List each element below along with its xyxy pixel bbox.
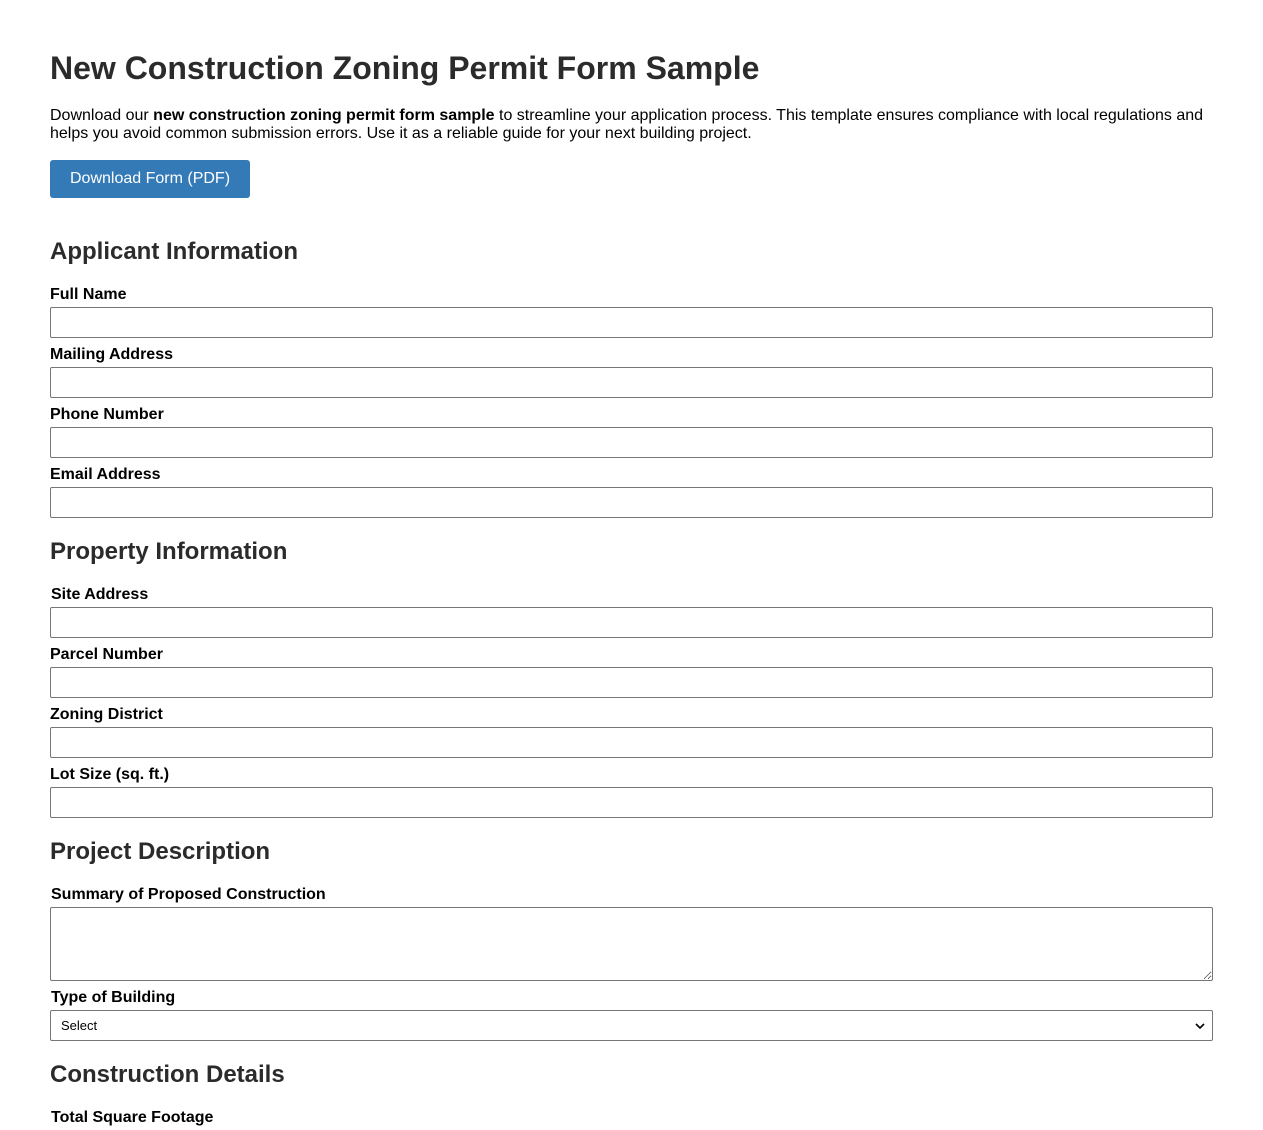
download-form-button[interactable]: Download Form (PDF) — [50, 160, 250, 198]
construction-summary-textarea[interactable] — [50, 907, 1213, 981]
full-name-label: Full Name — [50, 286, 127, 303]
intro-paragraph — [50, 107, 1215, 143]
chevron-down-icon — [1195, 1021, 1205, 1031]
zoning-district-label: Zoning District — [50, 706, 163, 723]
lot-size-input[interactable] — [50, 787, 1213, 818]
email-address-label: Email Address — [50, 466, 161, 483]
parcel-number-label: Parcel Number — [50, 646, 163, 663]
building-type-selected-value: Select — [61, 1018, 98, 1033]
total-square-footage-label: Total Square Footage — [51, 1109, 214, 1126]
intro-text-bold: new construction zoning permit form sample — [153, 107, 495, 124]
mailing-address-input[interactable] — [50, 367, 1213, 398]
property-section-heading: Property Information — [50, 538, 288, 565]
zoning-district-input[interactable] — [50, 727, 1213, 758]
phone-number-label: Phone Number — [50, 406, 164, 423]
mailing-address-label: Mailing Address — [50, 346, 173, 363]
page-title: New Construction Zoning Permit Form Sample — [50, 50, 760, 86]
building-type-label: Type of Building — [51, 989, 176, 1006]
site-address-input[interactable] — [50, 607, 1213, 638]
full-name-input[interactable] — [50, 307, 1213, 338]
lot-size-label: Lot Size (sq. ft.) — [50, 766, 170, 783]
intro-text-after: to streamline your application process. This template ensures compliance with local regulations and helps you avoid common submission errors. Use it as a reliable guide for your next building project. — [50, 107, 1204, 142]
project-section-heading: Project Description — [50, 838, 271, 865]
building-type-select[interactable] — [50, 1010, 1213, 1041]
parcel-number-input[interactable] — [50, 667, 1213, 698]
construction-section-heading: Construction Details — [50, 1061, 285, 1088]
site-address-label: Site Address — [51, 586, 149, 603]
email-address-input[interactable] — [50, 487, 1213, 518]
phone-number-input[interactable] — [50, 427, 1213, 458]
intro-text-before: Download our — [50, 107, 154, 124]
construction-summary-label: Summary of Proposed Construction — [51, 886, 326, 903]
applicant-section-heading: Applicant Information — [50, 238, 298, 265]
